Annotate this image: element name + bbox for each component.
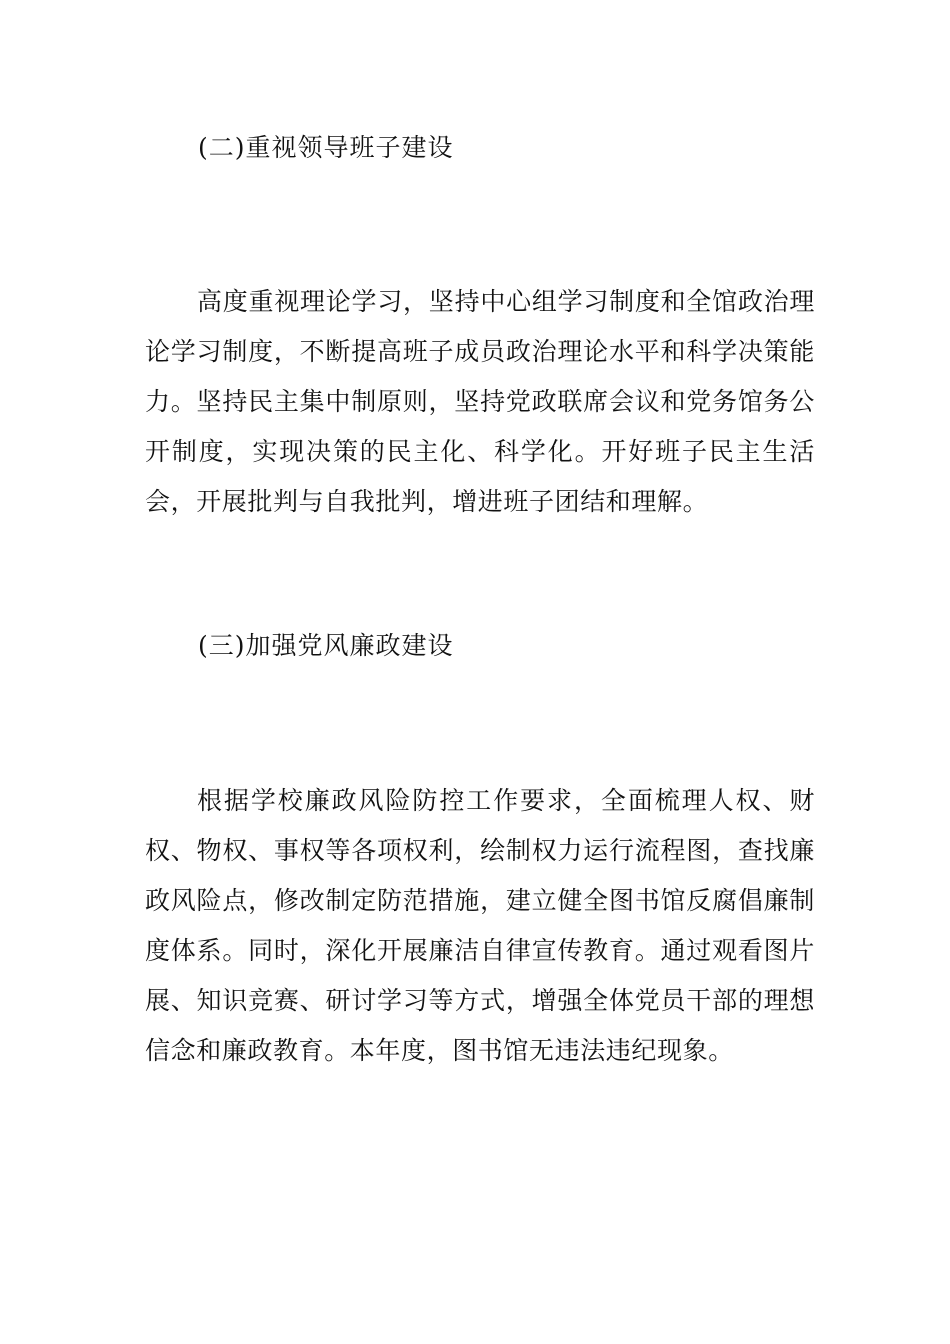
section-heading-integrity: (三)加强党风廉政建设 [198,631,454,660]
paragraph-leadership: 高度重视理论学习，坚持中心组学习制度和全馆政治理论学习制度，不断提高班子成员政治理论水平和科学决策能力。坚持民主集中制原则，坚持党政联席会议和党务馆务公开制度，实现决策的民主化、科学化。开好班子民主生活会，开展批判与自我批判，增进班子团结和理解。 [145,287,815,516]
paragraph-integrity: 根据学校廉政风险防控工作要求，全面梳理人权、财权、物权、事权等各项权利，绘制权力运行流程图，查找廉政风险点，修改制定防范措施，建立健全图书馆反腐倡廉制度体系。同时，深化开展廉洁自律宣传教育。通过观看图片展、知识竞赛、研讨学习等方式，增强全体党员干部的理想信念和廉政教育。本年度，图书馆无违法违纪现象。 [145,786,815,1065]
section-heading-leadership: (二)重视领导班子建设 [198,133,454,162]
